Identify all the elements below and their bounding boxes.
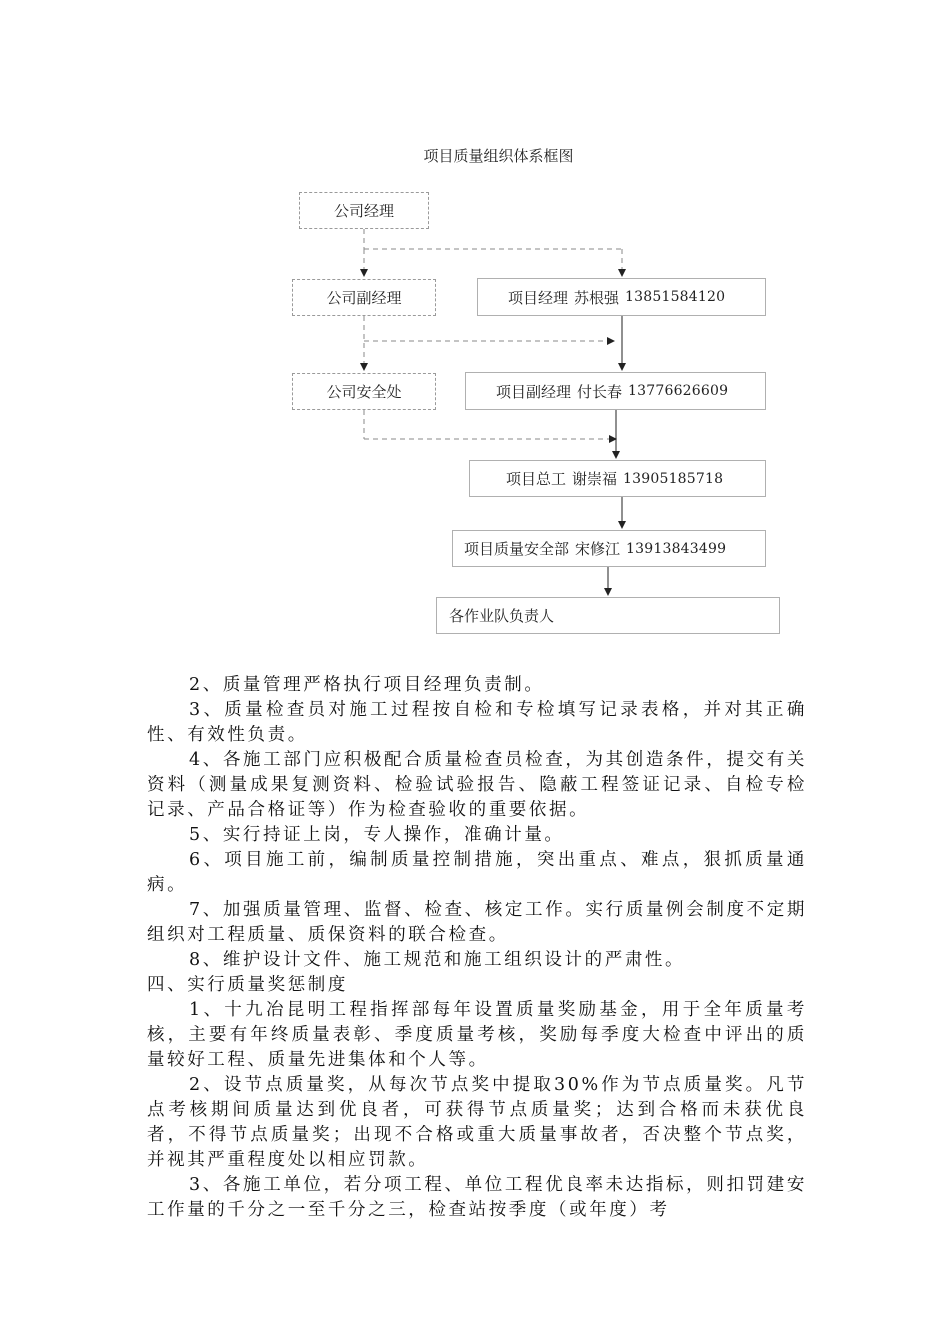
project-deputy-manager-name: 付长春 — [577, 382, 623, 401]
quality-safety-dept-box — [452, 530, 766, 567]
section-heading-4: 四、实行质量奖惩制度 — [147, 975, 348, 995]
paragraph-8: 8、维护设计文件、施工规范和施工组织设计的严肃性。 — [189, 950, 686, 970]
paragraph-2: 2、质量管理严格执行项目经理负责制。 — [189, 675, 545, 695]
company-safety-office-label: 公司安全处 — [326, 383, 402, 401]
paragraph-s4-1: 1、十九冶昆明工程指挥部每年设置质量奖励基金，用于全年质量考核，主要有年终质量表彰、季度质量考核，奖励每季度大检查中评出的质量较好工程、质量先进集体和个人等。 — [147, 1000, 807, 1070]
chief-engineer-phone: 13905185718 — [623, 470, 724, 487]
paragraph-3: 3、质量检查员对施工过程按自检和专检填写记录表格，并对其正确性、有效性负责。 — [147, 700, 807, 745]
quality-safety-dept-role: 项目质量安全部 — [464, 540, 570, 558]
project-deputy-manager-box — [465, 372, 766, 410]
chief-engineer-role: 项目总工 — [506, 470, 567, 488]
project-manager-name: 苏根强 — [574, 288, 620, 307]
team-leaders-label: 各作业队负责人 — [449, 607, 555, 625]
company-manager-box — [299, 192, 429, 229]
chart-title: 项目质量组织体系框图 — [423, 147, 574, 165]
team-leaders-box — [436, 597, 780, 634]
company-deputy-manager-box — [292, 279, 436, 316]
paragraph-7: 7、加强质量管理、监督、检查、核定工作。实行质量例会制度不定期组织对工程质量、质保资料的联合检查。 — [147, 900, 807, 945]
chief-engineer-box — [469, 460, 766, 497]
paragraph-s4-3: 3、各施工单位，若分项工程、单位工程优良率未达指标，则扣罚建安工作量的千分之一至千分之三，检查站按季度（或年度）考 — [147, 1175, 807, 1220]
project-deputy-manager-role: 项目副经理 — [496, 382, 572, 401]
company-manager-label: 公司经理 — [333, 202, 394, 220]
company-safety-office-box — [292, 373, 436, 410]
paragraph-s4-2: 2、设节点质量奖，从每次节点奖中提取30%作为节点质量奖。凡节点考核期间质量达到优良者，可获得节点质量奖；达到合格而未获优良者，不得节点质量奖；出现不合格或重大质量事故者，否决整个节点奖，并视其严重程度处以相应罚款。 — [147, 1075, 807, 1170]
project-deputy-manager-phone: 13776626609 — [628, 383, 729, 399]
chief-engineer-name: 谢崇福 — [572, 470, 618, 488]
paragraph-6: 6、项目施工前，编制质量控制措施，突出重点、难点，狠抓质量通病。 — [147, 850, 807, 895]
project-manager-box — [477, 278, 766, 316]
paragraph-4: 4、各施工部门应积极配合质量检查员检查，为其创造条件，提交有关资料（测量成果复测资料、检验试验报告、隐蔽工程签证记录、自检专检记录、产品合格证等）作为检查验收的重要依据。 — [147, 750, 807, 820]
body-text — [147, 673, 807, 1223]
project-manager-role: 项目经理 — [508, 288, 569, 307]
project-manager-phone: 13851584120 — [625, 289, 726, 305]
quality-safety-dept-phone: 13913843499 — [626, 540, 727, 557]
company-deputy-manager-label: 公司副经理 — [326, 289, 402, 307]
quality-safety-dept-name: 宋修江 — [575, 540, 621, 558]
paragraph-5: 5、实行持证上岗，专人操作，准确计量。 — [189, 825, 565, 845]
